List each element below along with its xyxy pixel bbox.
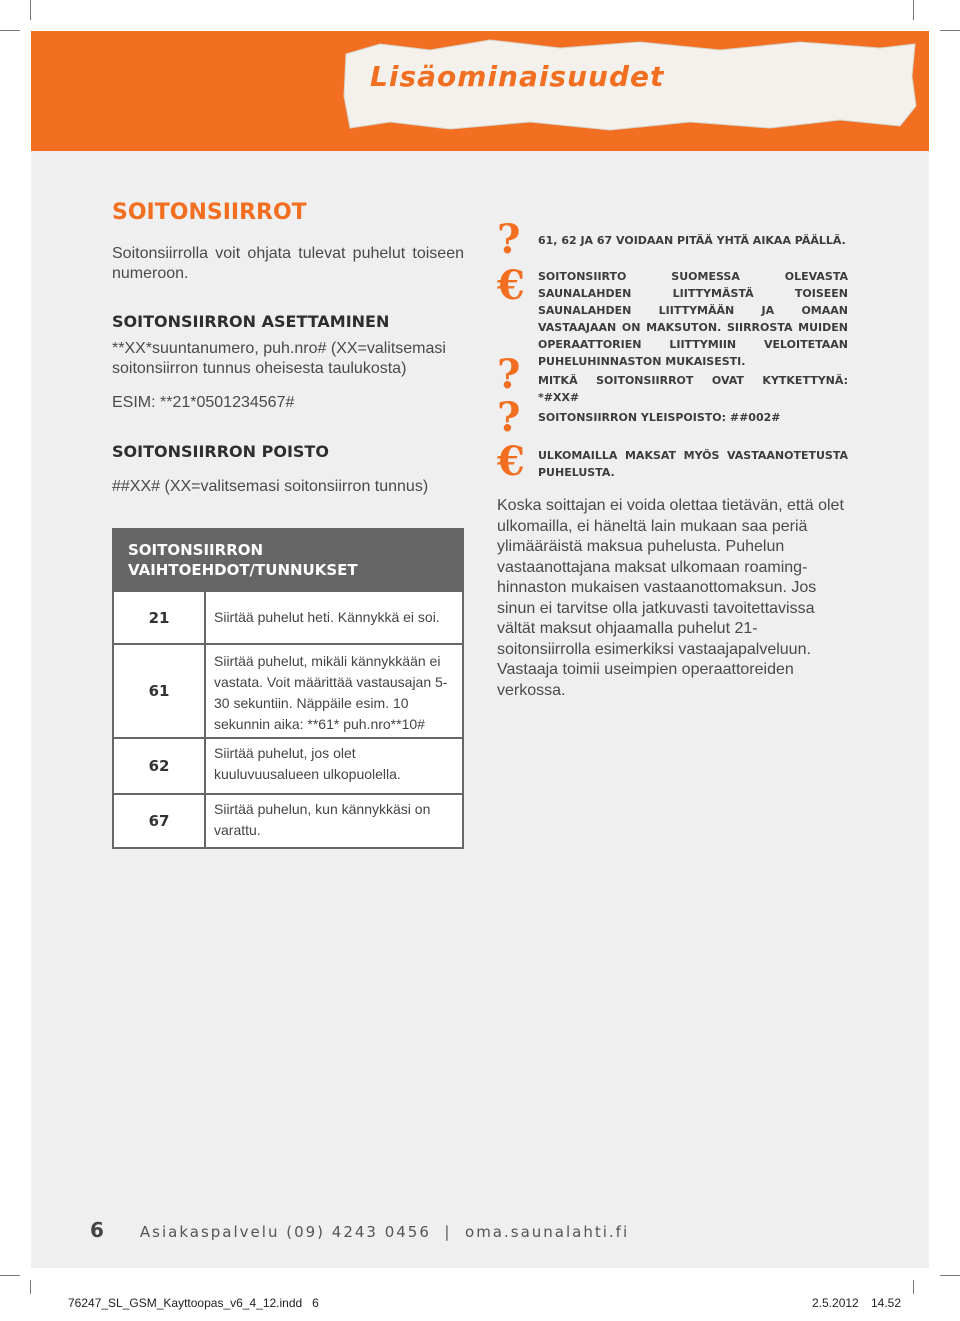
table-row xyxy=(114,590,462,643)
note-roaming: ULKOMAILLA MAKSAT MYÖS VASTAANOTETUSTA PUHELUSTA. xyxy=(538,449,848,479)
page-footer xyxy=(90,1218,629,1242)
table-row xyxy=(114,737,462,793)
crop-mark xyxy=(913,1280,914,1294)
crop-mark xyxy=(940,1275,960,1276)
row-description: Siirtää puhelut, mikäli kännykkään ei vastata. Voit määrittää vastausajan 5-30 sekuntiin. Näppäile esim. 10 sekunnin aika: **61* puh.nro**10# xyxy=(214,653,448,732)
slug-date: 2.5.2012 xyxy=(812,1296,859,1310)
euro-icon: € xyxy=(497,262,525,309)
page-number: 6 xyxy=(90,1218,104,1242)
example-text: ESIM: **21*0501234567# xyxy=(112,394,295,411)
table-heading xyxy=(114,530,462,590)
slug-file: 76247_SL_GSM_Kayttoopas_v6_4_12.indd 6 xyxy=(68,1296,319,1310)
crop-mark xyxy=(0,30,20,31)
forwarding-table xyxy=(112,528,464,849)
note-pricing: SOITONSIIRTO SUOMESSA OLEVASTA SAUNALAHDEN LIITTYMÄSTÄ TOISEEN SAUNALAHDEN LIITTYMÄÄN JA OMAAN VASTAAJAAN ON MAKSUTON. SIIRROSTA MUIDEN OPERAATTORIEN LIITTYMIIN VELOITETAAN PUHELUHINNASTON MUKAISESTI. xyxy=(538,270,848,368)
row-description: Siirtää puhelun, kun kännykkäsi on varattu. xyxy=(214,801,431,838)
page-title: SOITONSIIRROT xyxy=(112,200,307,225)
crop-mark xyxy=(940,30,960,31)
table-heading-line2: VAIHTOEHDOT/TUNNUKSET xyxy=(128,561,358,579)
row-code: 67 xyxy=(114,795,206,847)
note-general-removal: SOITONSIIRRON YLEISPOISTO: ##002# xyxy=(538,411,781,424)
row-code: 62 xyxy=(114,739,206,793)
intro-text: Soitonsiirrolla voit ohjata tulevat puhelut toiseen numeroon. xyxy=(112,245,464,282)
section-title: Lisäominaisuudet xyxy=(370,60,665,93)
row-description: Siirtää puhelut, jos olet kuuluvuusalueen ulkopuolella. xyxy=(214,745,401,782)
row-code: 21 xyxy=(114,592,206,643)
table-heading-line1: SOITONSIIRRON xyxy=(128,541,264,559)
question-icon: ? xyxy=(497,216,521,263)
crop-mark xyxy=(0,1275,20,1276)
crop-mark xyxy=(30,1280,31,1294)
contact-info: Asiakaspalvelu (09) 4243 0456 | oma.saunalahti.fi xyxy=(139,1223,630,1241)
slug-time: 14.52 xyxy=(871,1296,902,1310)
roaming-paragraph: Koska soittajan ei voida olettaa tietävän, että olet ulkomailla, ei häneltä lain mukaan saa periä ylimääräistä maksua puhelusta. Puhelun vastaanottajana maksat ulkomaan roaming-hinnaston mukaisen vastaanottomaksun. Jos sinun ei tarvitse olla jatkuvasti tavoitettavissa vältät maksut ohjaamalla puhelut 21-soitonsiirrolla esimerkiksi vastaajapalveluun. Vastaaja toimii useimpien operaattoreiden verkossa. xyxy=(497,497,844,699)
remove-text: ##XX# (XX=valitsemasi soitonsiirron tunnus) xyxy=(112,478,429,495)
row-code: 61 xyxy=(114,645,206,737)
table-row xyxy=(114,643,462,737)
crop-mark xyxy=(30,0,31,20)
setup-text: **XX*suuntanumero, puh.nro# (XX=valitsemasi soitonsiirron tunnus oheisesta taulukosta) xyxy=(112,340,446,377)
row-description: Siirtää puhelut heti. Kännykkä ei soi. xyxy=(214,609,440,625)
euro-icon: € xyxy=(497,438,525,485)
remove-heading: SOITONSIIRRON POISTO xyxy=(112,442,329,461)
crop-mark xyxy=(913,0,914,20)
note-check-status: MITKÄ SOITONSIIRROT OVAT KYTKETTYNÄ: *#XX# xyxy=(538,374,848,404)
note-simultaneous: 61, 62 JA 67 VOIDAAN PITÄÄ YHTÄ AIKAA PÄÄLLÄ. xyxy=(538,234,846,247)
question-icon: ? xyxy=(497,351,521,398)
setup-heading: SOITONSIIRRON ASETTAMINEN xyxy=(112,312,390,331)
table-row xyxy=(114,793,462,847)
question-icon: ? xyxy=(497,394,521,441)
